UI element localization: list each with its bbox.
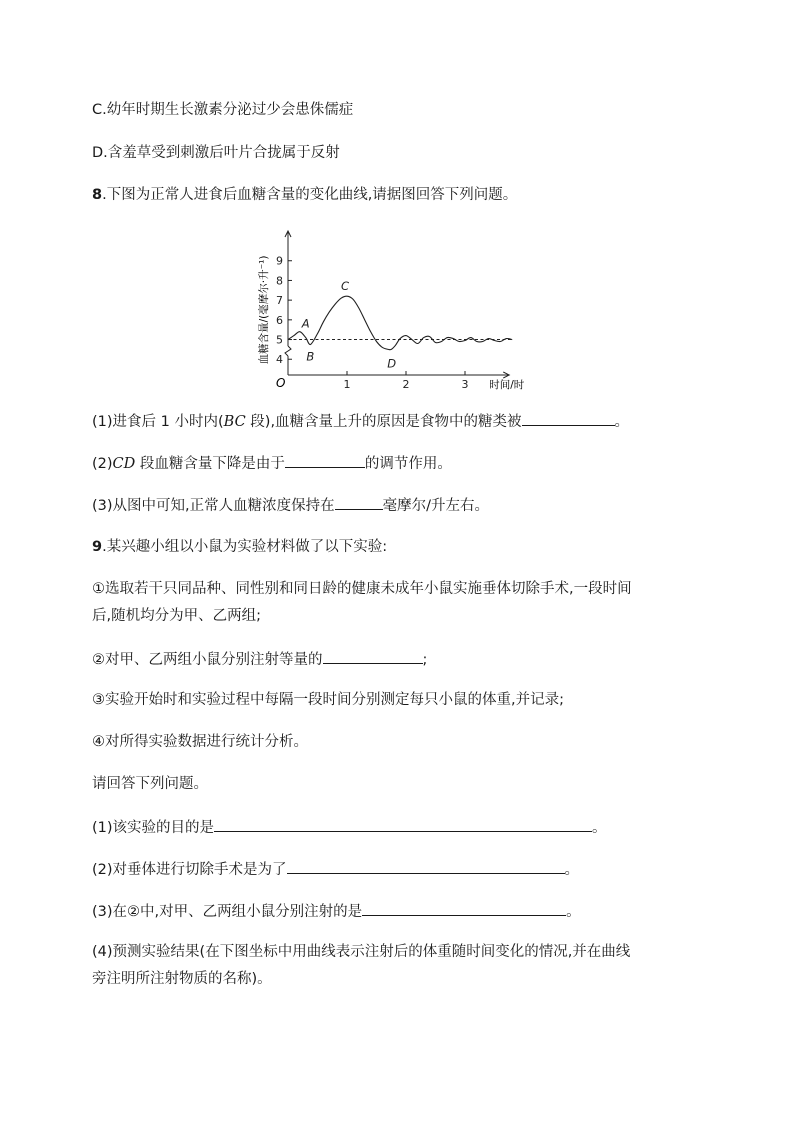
q8-number: 8 bbox=[92, 187, 103, 203]
q9-step4: ④对所得实验数据进行统计分析。 bbox=[92, 734, 308, 750]
point-label-d: D bbox=[387, 356, 397, 371]
point-label-b: B bbox=[306, 349, 315, 364]
x-tick-label: 1 bbox=[343, 378, 351, 391]
x-tick-label: 3 bbox=[461, 378, 469, 391]
answer-blank[interactable] bbox=[214, 816, 592, 832]
q9-sub3: (3)在②中,对甲、乙两组小鼠分别注射的是 。 bbox=[92, 900, 581, 922]
answer-blank[interactable] bbox=[287, 858, 565, 874]
blood-sugar-curve bbox=[288, 296, 512, 350]
q9-step3: ③实验开始时和实验过程中每隔一段时间分别测定每只小鼠的体重,并记录; bbox=[92, 692, 564, 708]
q9-stem bbox=[92, 537, 387, 557]
chart-y-axis-label: 血糖含量/(毫摩尔·升⁻¹) bbox=[258, 255, 270, 365]
answer-blank[interactable] bbox=[522, 410, 615, 426]
q9-sub4-line1: (4)预测实验结果(在下图坐标中用曲线表示注射后的体重随时间变化的情况,并在曲线 bbox=[92, 944, 631, 960]
y-tick-label: 9 bbox=[276, 254, 283, 268]
q9-sub1: (1)该实验的目的是 。 bbox=[92, 816, 607, 838]
answer-blank[interactable] bbox=[335, 494, 383, 510]
chart-series bbox=[288, 296, 512, 350]
point-label-c: C bbox=[341, 279, 350, 294]
blood-sugar-chart bbox=[255, 228, 545, 393]
q8-sub2: (2)CD 段血糖含量下降是由于 的调节作用。 bbox=[92, 452, 452, 474]
answer-blank[interactable] bbox=[362, 900, 566, 916]
q9-step2: ②对甲、乙两组小鼠分别注射等量的 ; bbox=[92, 648, 427, 670]
y-tick-label: 7 bbox=[276, 294, 283, 308]
q9-step1-line2: 后,随机均分为甲、乙两组; bbox=[92, 608, 261, 624]
q8-sub1: (1)进食后 1 小时内(BC 段),血糖含量上升的原因是食物中的糖类被 。 bbox=[92, 410, 629, 432]
chart-origin-label: O bbox=[276, 376, 286, 390]
q9-ask: 请回答下列问题。 bbox=[92, 776, 208, 792]
y-tick-label: 8 bbox=[276, 274, 283, 288]
answer-blank[interactable] bbox=[323, 648, 423, 664]
chart-axes bbox=[285, 231, 509, 378]
q8-stem bbox=[92, 185, 517, 205]
option-d: D.含羞草受到刺激后叶片合拢属于反射 bbox=[92, 145, 340, 161]
q8-sub3: (3)从图中可知,正常人血糖浓度保持在 毫摩尔/升左右。 bbox=[92, 494, 489, 516]
y-tick-label: 5 bbox=[276, 333, 283, 347]
option-c: C.幼年时期生长激素分泌过少会患侏儒症 bbox=[92, 102, 354, 118]
point-label-a: A bbox=[301, 316, 310, 331]
q9-sub4-line2: 旁注明所注射物质的名称)。 bbox=[92, 971, 272, 987]
q9-sub2: (2)对垂体进行切除手术是为了 。 bbox=[92, 858, 579, 880]
q9-step1-line1: ①选取若干只同品种、同性别和同日龄的健康未成年小鼠实施垂体切除手术,一段时间 bbox=[92, 581, 632, 597]
chart-point-labels bbox=[301, 279, 396, 370]
answer-blank[interactable] bbox=[285, 452, 365, 468]
chart-x-axis-label: 时间/时 bbox=[489, 379, 525, 391]
y-tick-label: 6 bbox=[276, 313, 283, 327]
q8-stem-text: .下图为正常人进食后血糖含量的变化曲线,请据图回答下列问题。 bbox=[102, 187, 518, 203]
x-tick-label: 2 bbox=[402, 378, 410, 391]
y-tick-label: 4 bbox=[276, 353, 283, 367]
axis-break-icon bbox=[285, 346, 291, 356]
q9-stem-text: .某兴趣小组以小鼠为实验材料做了以下实验: bbox=[102, 539, 388, 555]
q9-number: 9 bbox=[92, 539, 103, 555]
